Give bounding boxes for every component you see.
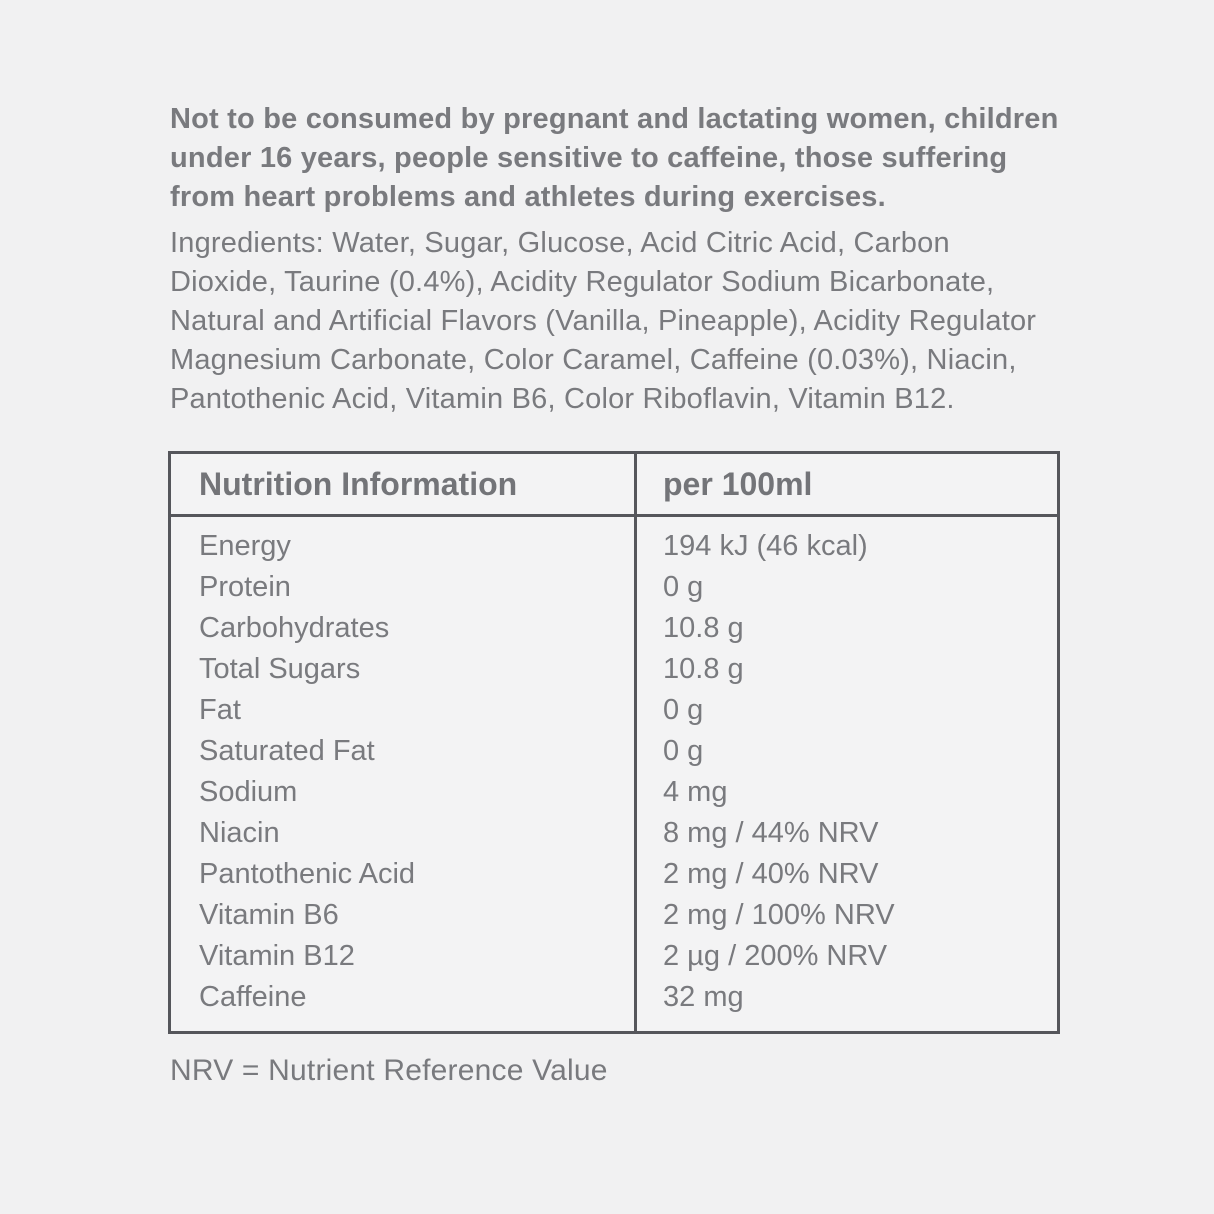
nutrient-name: Pantothenic Acid: [199, 858, 416, 890]
nutrient-name: Sodium: [199, 776, 298, 808]
nutrient-value: 2 µg / 200% NRV: [663, 940, 888, 972]
nutrient-name: Fat: [199, 694, 241, 726]
nutrient-name: Carbohydrates: [199, 612, 390, 644]
nutrient-value: 10.8 g: [663, 653, 744, 685]
nutrient-value: 8 mg / 44% NRV: [663, 817, 879, 849]
nutrient-value: 0 g: [663, 571, 704, 603]
table-header-row: [171, 454, 1057, 517]
nutrient-name: Total Sugars: [199, 653, 361, 685]
table-column-divider: [634, 454, 637, 1031]
table-row: [171, 772, 1057, 813]
nutrient-value: 0 g: [663, 735, 704, 767]
nutrient-value: 32 mg: [663, 981, 744, 1013]
nutrient-name: Saturated Fat: [199, 735, 375, 767]
table-row: [171, 977, 1057, 1018]
nrv-footnote: NRV = Nutrient Reference Value: [170, 1054, 608, 1087]
table-row: [171, 649, 1057, 690]
nutrition-table: [168, 451, 1060, 1034]
nutrient-value: 2 mg / 40% NRV: [663, 858, 879, 890]
table-row: [171, 854, 1057, 895]
table-row: [171, 608, 1057, 649]
table-row: [171, 895, 1057, 936]
table-row: [171, 813, 1057, 854]
nutrient-name: Energy: [199, 530, 291, 562]
nutrient-value: 194 kJ (46 kcal): [663, 530, 868, 562]
nutrient-value: 4 mg: [663, 776, 728, 808]
table-row: [171, 936, 1057, 977]
ingredients-text: Ingredients: Water, Sugar, Glucose, Acid Citric Acid, Carbon Dioxide, Taurine (0.4%), Acidity Regulator Sodium Bicarbonate, Natural and Artificial Flavors (Vanilla, Pineapple), Acidity Regulator Magnesium Carbonate, Color Caramel, Caffeine (0.03%), Niacin, Pantothenic Acid, Vitamin B6, Color Riboflavin, Vitamin B12.: [170, 227, 1037, 415]
nutrient-name: Niacin: [199, 817, 280, 849]
nutrient-value: 2 mg / 100% NRV: [663, 899, 895, 931]
nutrient-value: 0 g: [663, 694, 704, 726]
table-header-nutrition-information: Nutrition Information: [199, 466, 518, 502]
table-row: [171, 690, 1057, 731]
table-row: [171, 526, 1057, 567]
nutrient-value: 10.8 g: [663, 612, 744, 644]
table-row: [171, 567, 1057, 608]
table-row: [171, 731, 1057, 772]
nutrition-label: [168, 100, 1060, 1090]
table-body: [171, 517, 1057, 1031]
nutrient-name: Vitamin B12: [199, 940, 355, 972]
caffeine-warning-text: Not to be consumed by pregnant and lactating women, children under 16 years, people sensitive to caffeine, those suffering from heart problems and athletes during exercises.: [170, 103, 1059, 213]
nutrient-name: Protein: [199, 571, 291, 603]
nutrient-name: Caffeine: [199, 981, 307, 1013]
nutrient-name: Vitamin B6: [199, 899, 339, 931]
table-header-per-100ml: per 100ml: [663, 466, 813, 502]
